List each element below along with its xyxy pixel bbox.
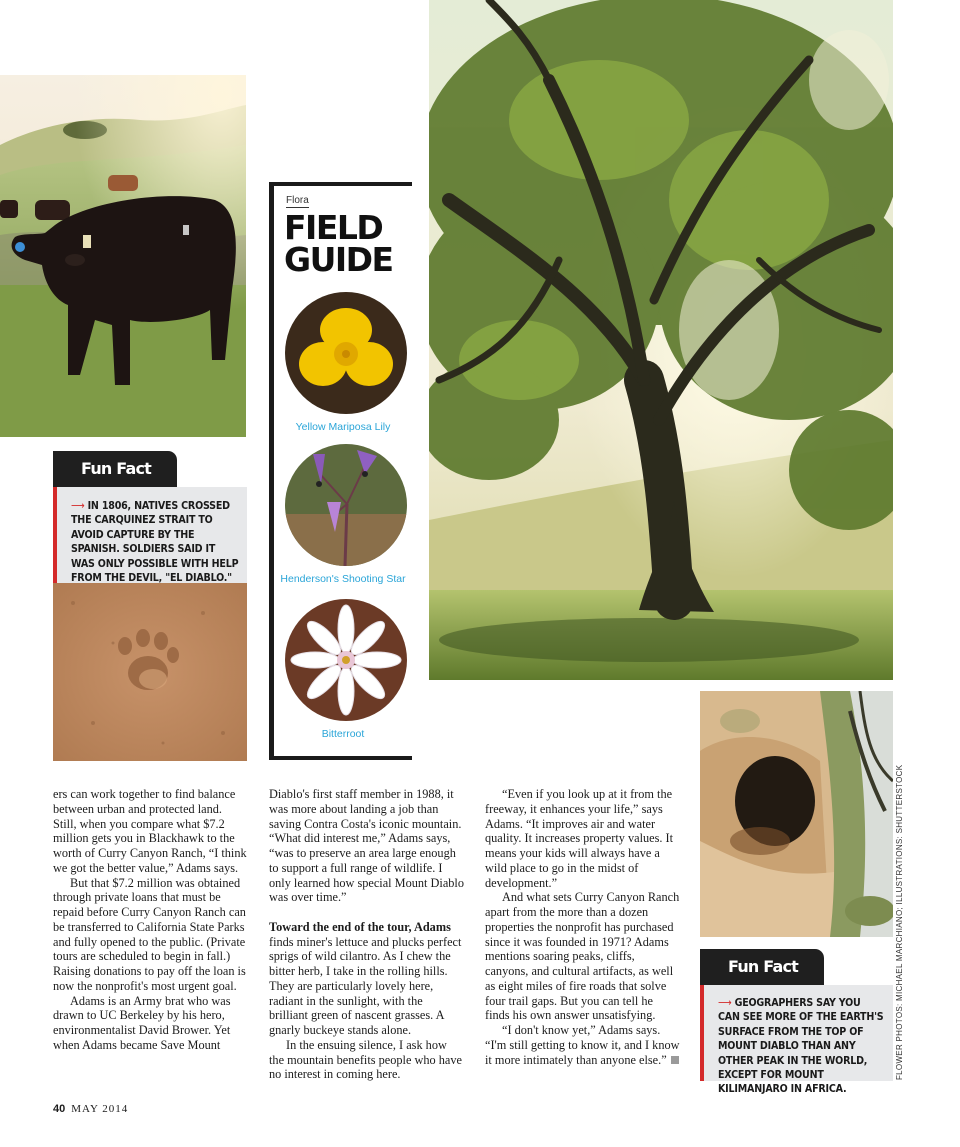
red-arrow-icon: ⟶: [718, 997, 732, 1009]
end-mark-icon: [671, 1056, 679, 1064]
paragraph: [269, 920, 464, 1038]
fun-fact-tab: Fun Fact: [53, 451, 177, 487]
paw-print-photo: [53, 583, 247, 761]
fun-fact-tab: Fun Fact: [700, 949, 824, 985]
page-number: 40: [53, 1103, 66, 1115]
paragraph: Adams is an Army brat who was drawn to UC Berkeley by his hero, environmentalist David Brower. Yet when Adams became Save Mount: [53, 993, 231, 1052]
cow-pasture-photo: [0, 75, 246, 437]
paragraph: [485, 1023, 680, 1067]
paragraph: “Even if you look up at it from the freeway, it enhances your life,” says Adams. “It improves air and water quality. It increases property values. It means your kids will always have a wild place to go in the midst of development.”: [485, 787, 674, 890]
hendersons-shooting-star-image: [285, 444, 407, 566]
bitterroot-image: [285, 599, 407, 721]
paragraph-text: finds miner's lettuce and plucks perfect sprigs of wild cilantro. As I chew the bitter herb, I take in the rolling hills. They are particularly lovely here, radiant in the sunlight, with the brilliant green of nascent grasses. A gnarly buckeye stands alone.: [269, 934, 462, 1037]
red-arrow-icon: ⟶: [71, 500, 85, 512]
field-guide-title: FIELD GUIDE: [284, 208, 393, 279]
field-guide-kicker: Flora: [286, 195, 309, 206]
flower-caption: Bitterroot: [321, 728, 365, 740]
fun-fact-text: GEOGRAPHERS SAY YOU CAN SEE MORE OF THE EARTH'S SURFACE FROM THE TOP OF MOUNT DIABLO THAN ANY OTHER PEAK IN THE WORLD, EXCEPT FOR MOUNT KILIMANJARO IN AFRICA.: [718, 997, 884, 1096]
rock-cave-photo: [700, 691, 893, 937]
flower-caption: Henderson's Shooting Star: [280, 573, 406, 585]
folio: [53, 1103, 128, 1115]
fun-fact-box: [53, 487, 247, 583]
paragraph: Diablo's first staff member in 1988, it was more about landing a job than saving Contra Costa's iconic mountain. “What did interest me,” Adams says, “was to preserve an area large enough to support a full range of wildlife. I only learned how special Mount Diablo was over time.”: [269, 787, 464, 905]
article-column-2: [269, 787, 464, 1082]
yellow-mariposa-lily-image: [285, 292, 407, 414]
flower-caption: Yellow Mariposa Lily: [295, 421, 391, 433]
article-column-3: [485, 787, 680, 1067]
issue-date: MAY 2014: [71, 1103, 129, 1115]
paragraph: And what sets Curry Canyon Ranch apart from the more than a dozen properties the nonprofit has purchased since it was founded in 1971? Adams mentions soaring peaks, cliffs, canyons, and cultural artifacts, as well as eight miles of fire roads that solve four trail gaps. But you can tell he finds his own answer unsatisfying.: [485, 890, 680, 1023]
paragraph-text: “I don't know yet,” Adams says. “I'm still getting to know it, and I know it more intimately than anyone else.”: [485, 1023, 680, 1067]
article-column-1: [53, 787, 247, 1053]
paragraph: ers can work together to find balance between urban and protected land. Still, when you compare what $7.2 million gets you in Blackhawk to the worth of Curry Canyon Ranch, “I think we got the better value,” Adams says.: [53, 787, 247, 875]
section-lead-in: Toward the end of the tour, Adams: [269, 919, 451, 934]
photo-credit: FLOWER PHOTOS: MICHAEL MARCHIANO; ILLUSTRATIONS: SHUTTERSTOCK: [895, 764, 904, 1080]
paragraph: But that $7.2 million was obtained through private loans that must be repaid before Curry Canyon Ranch can be transferred to California State Parks and fully opened to the public. (Private tours are scheduled to begin in fall.) Raising donations to pay off the loan is now the nonprofit's most urgent goal.: [53, 875, 246, 993]
fun-fact-text: IN 1806, NATIVES CROSSED THE CARQUINEZ STRAIT TO AVOID CAPTURE BY THE SPANISH. SOLDIERS SAID IT WAS ONLY POSSIBLE WITH HELP FROM THE DEVIL, "EL DIABLO.": [71, 500, 239, 585]
oak-tree-photo: [429, 0, 893, 680]
fun-fact-box: [700, 985, 893, 1096]
paragraph: In the ensuing silence, I ask how the mountain benefits people who have no interest in coming here.: [269, 1037, 462, 1082]
